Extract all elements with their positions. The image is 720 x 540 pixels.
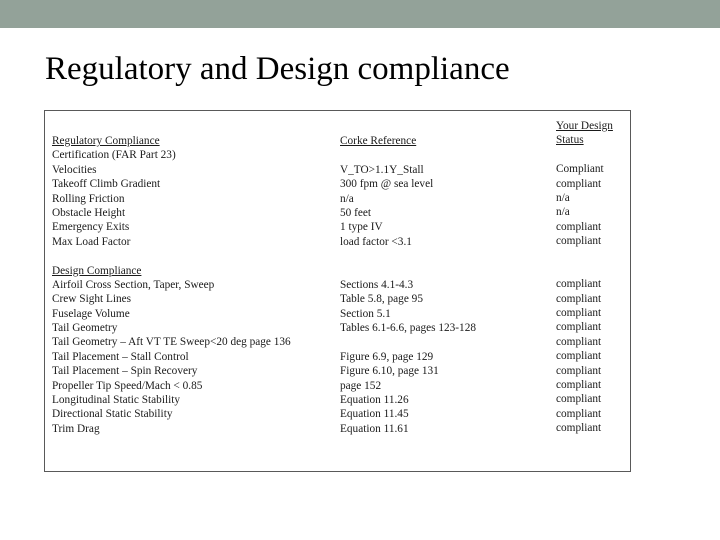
design-item-status: compliant [556,307,602,320]
design-item-reference: Section 5.1 [340,307,391,320]
section-spacer [52,249,291,263]
regulatory-item-label: Velocities [52,163,97,176]
regulatory-item-reference: 50 feet [340,206,372,219]
design-item-label: Airfoil Cross Section, Taper, Sweep [52,278,215,291]
design-item-status: compliant [556,321,602,334]
design-status-header-line1: Your Design [556,120,613,132]
section-spacer [340,264,476,278]
regulatory-item-status: Compliant [556,163,604,176]
regulatory-item-label: Certification (FAR Part 23) [52,149,176,162]
design-item-label: Directional Static Stability [52,408,173,421]
design-item-label: Crew Sight Lines [52,293,132,306]
regulatory-item-status: compliant [556,235,602,248]
design-item-label: Tail Placement – Spin Recovery [52,365,198,378]
regulatory-item-status: compliant [556,177,602,190]
design-item-reference: Sections 4.1-4.3 [340,278,414,291]
regulatory-item-status: compliant [556,220,602,233]
design-item-status: compliant [556,350,602,363]
design-item-reference: Tables 6.1-6.6, pages 123-128 [340,322,476,335]
regulatory-item-status [556,148,613,162]
regulatory-item-status: n/a [556,206,570,219]
section-spacer [556,263,613,277]
regulatory-item-label: Emergency Exits [52,221,130,234]
design-item-status: compliant [556,364,602,377]
regulatory-item-label: Takeoff Climb Gradient [52,178,161,191]
section-spacer [340,249,476,263]
design-item-label: Longitudinal Static Stability [52,394,181,407]
corke-reference-header: Corke Reference [340,135,417,147]
regulatory-item-status: n/a [556,191,570,204]
design-item-reference [340,335,476,349]
requirement-column [52,134,291,436]
design-item-label: Fuselage Volume [52,307,130,320]
design-item-label: Propeller Tip Speed/Mach < 0.85 [52,379,203,392]
design-item-reference: Equation 11.26 [340,394,409,407]
design-item-reference: Table 5.8, page 95 [340,293,423,306]
design-item-label: Tail Geometry [52,322,118,335]
regulatory-compliance-header: Regulatory Compliance [52,135,160,147]
design-item-reference: Figure 6.10, page 131 [340,365,439,378]
design-item-status: compliant [556,379,602,392]
regulatory-item-reference: load factor <3.1 [340,235,412,248]
reference-column [340,134,476,436]
design-item-status: compliant [556,407,602,420]
regulatory-item-reference: n/a [340,192,354,205]
top-accent-bar [0,0,720,28]
regulatory-item-reference: 1 type IV [340,221,383,234]
regulatory-item-reference: 300 fpm @ sea level [340,178,434,191]
regulatory-item-label: Max Load Factor [52,235,131,248]
slide-title: Regulatory and Design compliance [45,51,510,87]
status-column [556,119,613,436]
design-item-status: compliant [556,335,602,348]
section-spacer [556,249,613,263]
regulatory-item-label: Rolling Friction [52,192,125,205]
design-item-reference: Equation 11.61 [340,422,409,435]
design-item-reference: page 152 [340,379,382,392]
design-item-reference: Equation 11.45 [340,408,409,421]
design-item-status: compliant [556,422,602,435]
design-item-status: compliant [556,393,602,406]
design-status-header-line2: Status [556,134,584,147]
design-compliance-header: Design Compliance [52,264,142,277]
design-item-status: compliant [556,292,602,305]
design-item-label: Trim Drag [52,422,100,435]
design-item-status: compliant [556,278,602,291]
regulatory-item-reference [340,148,476,162]
design-item-label: Tail Geometry – Aft VT TE Sweep<20 deg page 136 [52,336,291,349]
regulatory-item-label: Obstacle Height [52,206,126,219]
regulatory-item-reference: V_TO>1.1Y_Stall [340,163,424,176]
design-item-label: Tail Placement – Stall Control [52,350,189,363]
design-item-reference: Figure 6.9, page 129 [340,350,434,363]
